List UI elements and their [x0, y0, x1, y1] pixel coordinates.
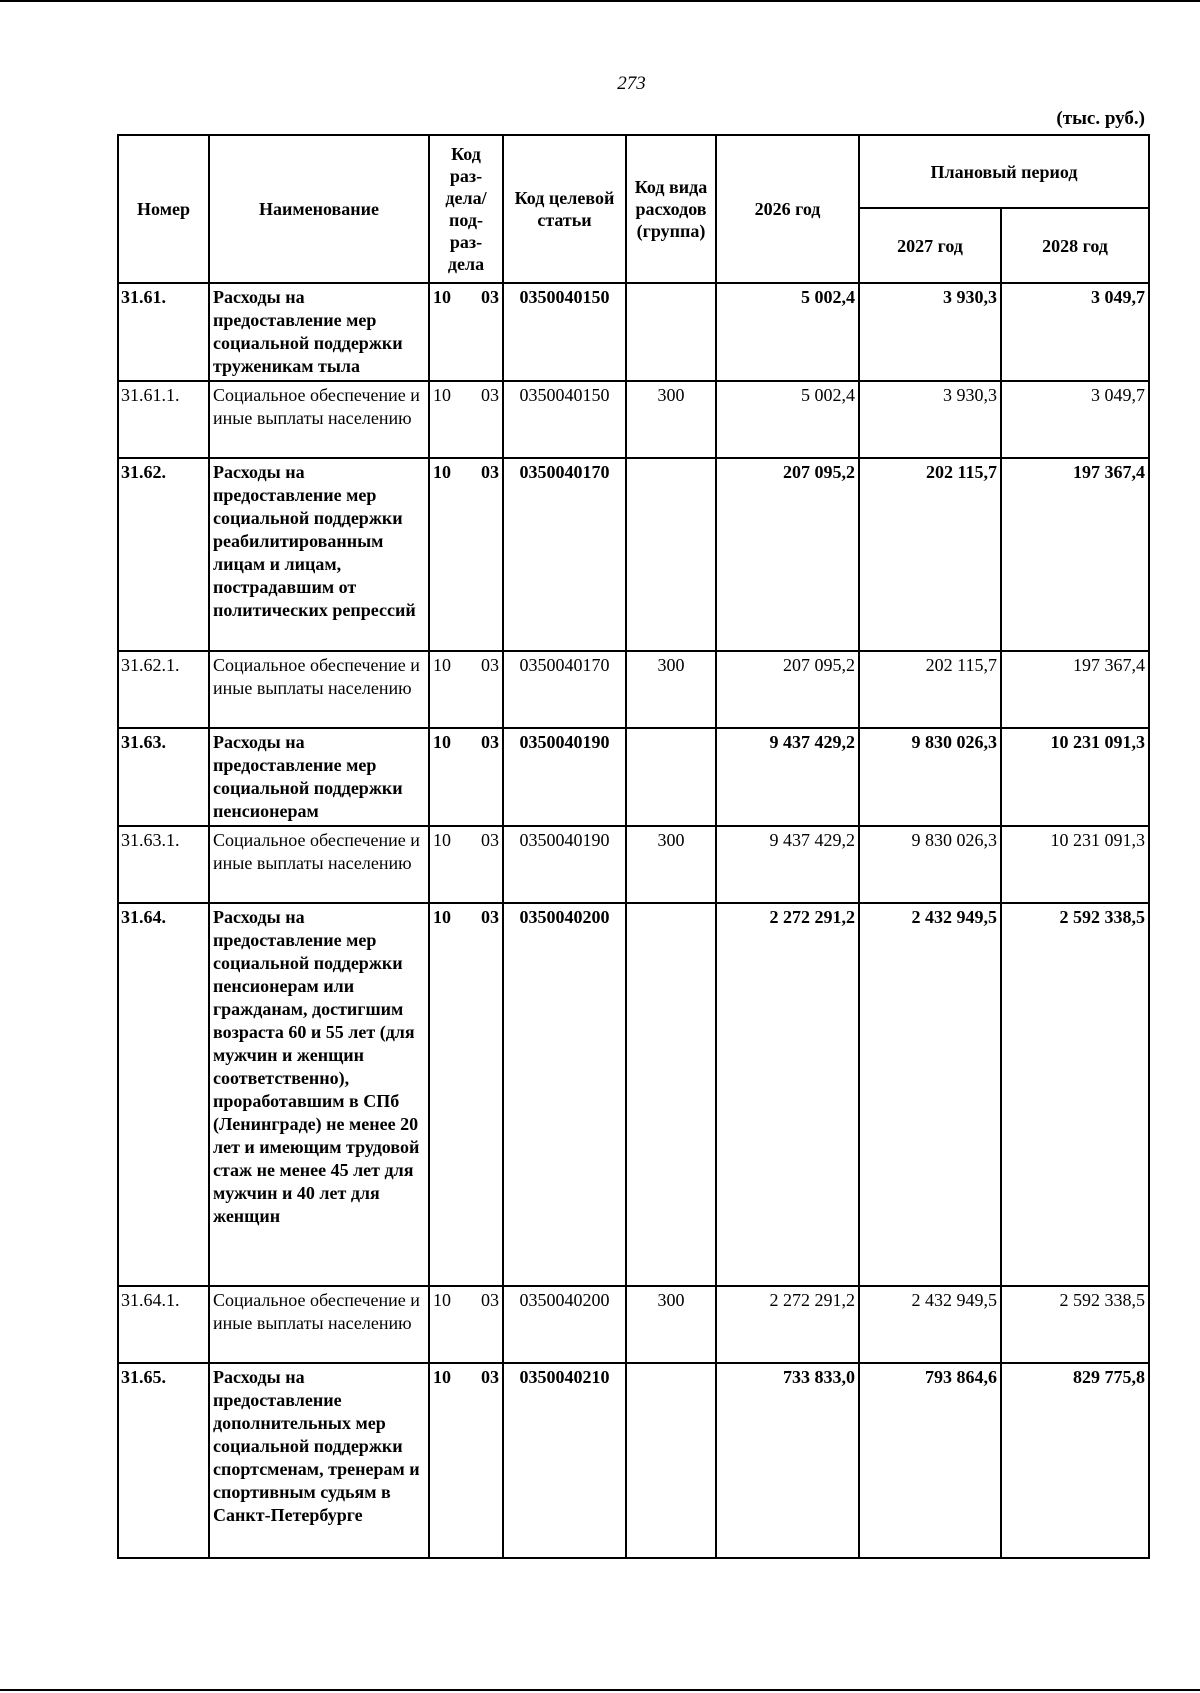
header-number: Номер [118, 135, 209, 283]
row-subsection: 03 [481, 287, 499, 307]
row-section: 10 [433, 385, 451, 405]
row-amount-2026: 2 272 291,2 [716, 1286, 859, 1363]
row-subsection: 03 [481, 462, 499, 482]
row-name: Расходы на предоставление мер социальной поддержки реабилитированным лицам и лицам, пострадавшим от политических репрессий [209, 458, 429, 651]
row-name: Социальное обеспечение и иные выплаты населению [209, 381, 429, 458]
row-amount-2028: 10 231 091,3 [1001, 728, 1149, 826]
header-target-code: Код целевой статьи [503, 135, 626, 283]
row-amount-2026: 207 095,2 [716, 458, 859, 651]
row-target-code: 0350040190 [503, 728, 626, 826]
page-top-edge [0, 0, 1200, 2]
row-section: 10 [433, 1367, 451, 1387]
budget-table [117, 134, 1150, 1559]
row-number: 31.64. [118, 903, 209, 1286]
row-subsection: 03 [481, 1290, 499, 1310]
row-section-code [429, 381, 503, 458]
row-amount-2027: 202 115,7 [859, 651, 1001, 728]
row-section-code [429, 826, 503, 903]
row-subsection: 03 [481, 732, 499, 752]
row-section: 10 [433, 655, 451, 675]
row-name: Социальное обеспечение и иные выплаты населению [209, 1286, 429, 1363]
row-amount-2026: 5 002,4 [716, 381, 859, 458]
row-amount-2028: 197 367,4 [1001, 458, 1149, 651]
row-expense-type: 300 [626, 826, 716, 903]
row-number: 31.61. [118, 283, 209, 381]
row-number: 31.61.1. [118, 381, 209, 458]
row-section: 10 [433, 732, 451, 752]
table-row [118, 728, 1149, 826]
row-section: 10 [433, 907, 451, 927]
row-section-code [429, 651, 503, 728]
table-row [118, 651, 1149, 728]
row-amount-2028: 3 049,7 [1001, 283, 1149, 381]
row-amount-2027: 9 830 026,3 [859, 728, 1001, 826]
row-amount-2028: 197 367,4 [1001, 651, 1149, 728]
row-amount-2027: 793 864,6 [859, 1363, 1001, 1558]
header-expense-type-code: Код вида расходов (группа) [626, 135, 716, 283]
row-amount-2026: 733 833,0 [716, 1363, 859, 1558]
row-expense-type [626, 283, 716, 381]
row-name: Социальное обеспечение и иные выплаты населению [209, 651, 429, 728]
header-name: Наименование [209, 135, 429, 283]
header-year-2028: 2028 год [1001, 208, 1149, 283]
row-amount-2026: 9 437 429,2 [716, 826, 859, 903]
row-subsection: 03 [481, 1367, 499, 1387]
header-section-code: Код раз- дела/ под- раз- дела [429, 135, 503, 283]
row-section-code [429, 903, 503, 1286]
row-name: Социальное обеспечение и иные выплаты населению [209, 826, 429, 903]
row-target-code: 0350040200 [503, 1286, 626, 1363]
table-row [118, 458, 1149, 651]
row-name: Расходы на предоставление дополнительных мер социальной поддержки спортсменам, тренерам и спортивным судьям в Санкт-Петербурге [209, 1363, 429, 1558]
row-number: 31.64.1. [118, 1286, 209, 1363]
row-subsection: 03 [481, 907, 499, 927]
row-name: Расходы на предоставление мер социальной поддержки пенсионерам или гражданам, достигшим возраста 60 и 55 лет (для мужчин и женщин соответственно), проработавшим в СПб (Ленинграде) не менее 20 лет и имеющим трудовой стаж не менее 45 лет для мужчин и 40 лет для женщин [209, 903, 429, 1286]
table-row [118, 903, 1149, 1286]
row-section-code [429, 1286, 503, 1363]
row-amount-2028: 829 775,8 [1001, 1363, 1149, 1558]
row-amount-2028: 2 592 338,5 [1001, 1286, 1149, 1363]
header-plan-period: Плановый период [859, 135, 1149, 208]
row-section: 10 [433, 830, 451, 850]
row-amount-2026: 2 272 291,2 [716, 903, 859, 1286]
row-expense-type [626, 728, 716, 826]
table-row [118, 826, 1149, 903]
row-expense-type [626, 458, 716, 651]
row-target-code: 0350040190 [503, 826, 626, 903]
row-amount-2027: 202 115,7 [859, 458, 1001, 651]
row-expense-type [626, 1363, 716, 1558]
row-number: 31.65. [118, 1363, 209, 1558]
header-year-2026: 2026 год [716, 135, 859, 283]
row-amount-2028: 10 231 091,3 [1001, 826, 1149, 903]
row-section: 10 [433, 462, 451, 482]
table-row [118, 1363, 1149, 1558]
row-amount-2027: 3 930,3 [859, 283, 1001, 381]
row-amount-2026: 9 437 429,2 [716, 728, 859, 826]
row-expense-type: 300 [626, 651, 716, 728]
row-amount-2027: 3 930,3 [859, 381, 1001, 458]
row-section-code [429, 1363, 503, 1558]
header-year-2027: 2027 год [859, 208, 1001, 283]
row-subsection: 03 [481, 830, 499, 850]
row-amount-2026: 207 095,2 [716, 651, 859, 728]
page-number: 273 [617, 73, 646, 94]
row-target-code: 0350040200 [503, 903, 626, 1286]
row-target-code: 0350040150 [503, 381, 626, 458]
row-number: 31.63. [118, 728, 209, 826]
table-row [118, 381, 1149, 458]
row-amount-2027: 2 432 949,5 [859, 1286, 1001, 1363]
row-number: 31.62. [118, 458, 209, 651]
row-target-code: 0350040170 [503, 651, 626, 728]
row-section-code [429, 283, 503, 381]
row-section-code [429, 458, 503, 651]
row-subsection: 03 [481, 655, 499, 675]
row-section: 10 [433, 287, 451, 307]
row-subsection: 03 [481, 385, 499, 405]
table-row [118, 1286, 1149, 1363]
row-expense-type: 300 [626, 381, 716, 458]
page-bottom-edge [0, 1689, 1200, 1691]
row-amount-2027: 2 432 949,5 [859, 903, 1001, 1286]
row-name: Расходы на предоставление мер социальной поддержки труженикам тыла [209, 283, 429, 381]
row-section: 10 [433, 1290, 451, 1310]
table-body [118, 283, 1149, 1558]
row-amount-2027: 9 830 026,3 [859, 826, 1001, 903]
row-name: Расходы на предоставление мер социальной поддержки пенсионерам [209, 728, 429, 826]
row-expense-type [626, 903, 716, 1286]
row-amount-2026: 5 002,4 [716, 283, 859, 381]
units-label: (тыс. руб.) [1056, 108, 1145, 129]
row-section-code [429, 728, 503, 826]
row-target-code: 0350040210 [503, 1363, 626, 1558]
row-amount-2028: 2 592 338,5 [1001, 903, 1149, 1286]
row-expense-type: 300 [626, 1286, 716, 1363]
row-target-code: 0350040150 [503, 283, 626, 381]
row-number: 31.63.1. [118, 826, 209, 903]
row-target-code: 0350040170 [503, 458, 626, 651]
row-number: 31.62.1. [118, 651, 209, 728]
table-row [118, 283, 1149, 381]
row-amount-2028: 3 049,7 [1001, 381, 1149, 458]
